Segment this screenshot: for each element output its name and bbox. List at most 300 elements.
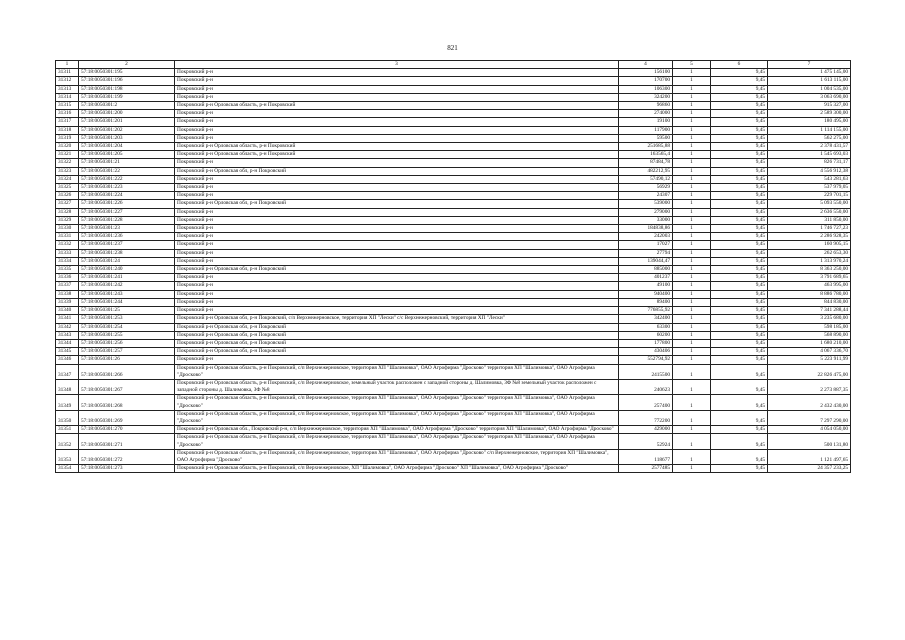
area-cell: 940400 [619, 290, 673, 298]
area-cell: 240623 [619, 379, 673, 394]
rate-cell: 9,45 [711, 85, 768, 93]
coefficient-cell: 1 [673, 323, 711, 331]
table-row [56, 118, 851, 126]
table-row [56, 134, 851, 142]
table-row [56, 426, 851, 434]
cadastral-number-cell: 57:18:0050301:23 [79, 225, 175, 233]
area-cell: 118677 [619, 449, 673, 464]
table-row [56, 348, 851, 356]
coefficient-cell: 1 [673, 167, 711, 175]
row-number-cell: 31350 [56, 410, 79, 425]
area-cell: 52924 [619, 434, 673, 449]
location-cell: Покровский р-н Орловская обл., Покровский р-н, с/п Верхнежерновское, территория ХП "Шалимовка", ОАО Агрофирма "Дросково" территория ХП "Шалимовка", ОАО Агрофирма "Дросково" [175, 426, 619, 434]
value-cell: 1 746 727,23 [768, 225, 851, 233]
table-row [56, 143, 851, 151]
row-number-cell: 31342 [56, 323, 79, 331]
table-row [56, 395, 851, 410]
rate-cell: 9,45 [711, 379, 768, 394]
coefficient-cell: 1 [673, 290, 711, 298]
rate-cell: 9,45 [711, 290, 768, 298]
table-row [56, 315, 851, 323]
rate-cell: 9,45 [711, 175, 768, 183]
cadastral-number-cell: 57:18:0050301:255 [79, 331, 175, 339]
rate-cell: 9,45 [711, 426, 768, 434]
row-number-cell: 31354 [56, 465, 79, 473]
value-cell: 826 731,17 [768, 159, 851, 167]
location-cell: Покровский р-н [175, 126, 619, 134]
coefficient-cell: 1 [673, 110, 711, 118]
location-cell: Покровский р-н Орловская обл, р-н Покровский [175, 266, 619, 274]
value-cell: 1 545 693,03 [768, 151, 851, 159]
coefficient-cell: 1 [673, 118, 711, 126]
cadastral-number-cell: 57:18:0050301:203 [79, 134, 175, 142]
rate-cell: 9,45 [711, 257, 768, 265]
rate-cell: 9,45 [711, 323, 768, 331]
row-number-cell: 31320 [56, 143, 79, 151]
rate-cell: 9,45 [711, 307, 768, 315]
row-number-cell: 31327 [56, 200, 79, 208]
value-cell: 7 297 290,00 [768, 410, 851, 425]
cadastral-number-cell: 57:18:0050301:242 [79, 282, 175, 290]
row-number-cell: 31335 [56, 266, 79, 274]
cadastral-number-cell: 57:18:0050301:272 [79, 449, 175, 464]
rate-cell: 9,45 [711, 93, 768, 101]
table-row [56, 307, 851, 315]
coefficient-cell: 1 [673, 298, 711, 306]
location-cell: Покровский р-н Орловская область, р-н Покровский, с/п Верхнежерновское, территория ХП "Шалимовка", ОАО Агрофирма "Дросково" с/п Верхнежерновское, территория ХП "Шалимовка", ОАО Агрофирма "Дросково" [175, 449, 619, 464]
value-cell: 160 905,15 [768, 241, 851, 249]
cadastral-number-cell: 57:18:0050301:257 [79, 348, 175, 356]
table-row [56, 266, 851, 274]
coefficient-cell: 1 [673, 282, 711, 290]
row-number-cell: 31318 [56, 126, 79, 134]
location-cell: Покровский р-н Орловская обл, р-н Покровский [175, 331, 619, 339]
cadastral-number-cell: 57:18:0050301:268 [79, 395, 175, 410]
value-cell: 3 791 689,65 [768, 274, 851, 282]
rate-cell: 9,45 [711, 134, 768, 142]
rate-cell: 9,45 [711, 241, 768, 249]
coefficient-cell: 1 [673, 266, 711, 274]
value-cell: 24 357 233,25 [768, 465, 851, 473]
cadastral-number-cell: 57:18:0050301:199 [79, 93, 175, 101]
table-row [56, 200, 851, 208]
row-number-cell: 31348 [56, 379, 79, 394]
area-cell: 139044,47 [619, 257, 673, 265]
coefficient-cell: 1 [673, 200, 711, 208]
area-cell: 552794,92 [619, 356, 673, 364]
area-cell: 401237 [619, 274, 673, 282]
value-cell: 2 636 550,00 [768, 208, 851, 216]
row-number-cell: 31321 [56, 151, 79, 159]
location-cell: Покровский р-н Орловская область, р-н Покровский, с/п Верхнежерновское, территория ХП "Шалимовка", ОАО Агрофирма "Дросково" территория ХП "Шалимовка", ОАО Агрофирма "Дросково" [175, 395, 619, 410]
area-cell: 57490,12 [619, 175, 673, 183]
table-row [56, 151, 851, 159]
coefficient-cell: 1 [673, 364, 711, 379]
area-cell: 324200 [619, 93, 673, 101]
location-cell: Покровский р-н Орловская область, р-н Покровский, с/п Верхнежерновское, ХП "Шалимовка", ОАО Агрофирма "Дросково" ХП "Шалимовка", ОАО Агрофирма "Дросково" [175, 465, 619, 473]
area-cell: 87484,78 [619, 159, 673, 167]
rate-cell: 9,45 [711, 110, 768, 118]
row-number-cell: 31316 [56, 110, 79, 118]
value-cell: 463 995,00 [768, 282, 851, 290]
row-number-cell: 31311 [56, 69, 79, 77]
table-row [56, 208, 851, 216]
coefficient-cell: 1 [673, 143, 711, 151]
cadastral-number-cell: 57:18:0050301:271 [79, 434, 175, 449]
rate-cell: 9,45 [711, 151, 768, 159]
area-cell: 482212,95 [619, 167, 673, 175]
rate-cell: 9,45 [711, 126, 768, 134]
row-number-cell: 31346 [56, 356, 79, 364]
rate-cell: 9,45 [711, 274, 768, 282]
table-row [56, 225, 851, 233]
value-cell: 4 067 336,70 [768, 348, 851, 356]
rate-cell: 9,45 [711, 315, 768, 323]
cadastral-number-cell: 57:18:0050301:26 [79, 356, 175, 364]
cadastral-number-cell: 57:18:0050301:196 [79, 77, 175, 85]
area-cell: 251685,88 [619, 143, 673, 151]
row-number-cell: 31322 [56, 159, 79, 167]
location-cell: Покровский р-н [175, 298, 619, 306]
coefficient-cell: 1 [673, 126, 711, 134]
value-cell: 537 979,05 [768, 184, 851, 192]
table-row [56, 167, 851, 175]
location-cell: Покровский р-н Орловская обл, р-н Покровский [175, 200, 619, 208]
header-cell: 3 [175, 61, 619, 69]
value-cell: 568 890,00 [768, 331, 851, 339]
location-cell: Покровский р-н [175, 134, 619, 142]
cadastral-number-cell: 57:18:0050301:267 [79, 379, 175, 394]
coefficient-cell: 1 [673, 93, 711, 101]
table-row [56, 69, 851, 77]
cadastral-number-cell: 57:18:0050301:256 [79, 339, 175, 347]
page-number: 821 [447, 44, 458, 52]
rate-cell: 9,45 [711, 356, 768, 364]
rate-cell: 9,45 [711, 282, 768, 290]
row-number-cell: 31340 [56, 307, 79, 315]
cadastral-number-cell: 57:18:0050301:237 [79, 241, 175, 249]
value-cell: 1 313 970,24 [768, 257, 851, 265]
rate-cell: 9,45 [711, 410, 768, 425]
table-row [56, 282, 851, 290]
table-row [56, 77, 851, 85]
location-cell: Покровский р-н [175, 216, 619, 224]
table-row [56, 93, 851, 101]
cadastral-number-cell: 57:18:0050301:198 [79, 85, 175, 93]
value-cell: 844 830,00 [768, 298, 851, 306]
table-row [56, 126, 851, 134]
location-cell: Покровский р-н Орловская обл, р-н Покровский [175, 323, 619, 331]
cadastral-number-cell: 57:18:0050301:204 [79, 143, 175, 151]
area-cell: 106300 [619, 85, 673, 93]
coefficient-cell: 1 [673, 331, 711, 339]
table-row [56, 449, 851, 464]
coefficient-cell: 1 [673, 465, 711, 473]
cadastral-number-cell: 57:18:0050301:269 [79, 410, 175, 425]
rate-cell: 9,45 [711, 77, 768, 85]
row-number-cell: 31339 [56, 298, 79, 306]
area-cell: 33000 [619, 216, 673, 224]
rate-cell: 9,45 [711, 449, 768, 464]
row-number-cell: 31325 [56, 184, 79, 192]
area-cell: 184838,86 [619, 225, 673, 233]
coefficient-cell: 1 [673, 410, 711, 425]
location-cell: Покровский р-н Орловская область, р-н Покровский [175, 143, 619, 151]
value-cell: 2 432 430,00 [768, 395, 851, 410]
value-cell: 562 275,00 [768, 134, 851, 142]
location-cell: Покровский р-н Орловская область, р-н Покровский, с/п Верхнежерновское, территория ХП "Шалимовка", ОАО Агрофирма "Дросково" территория ХП "Шалимовка", ОАО Агрофирма "Дросково" [175, 410, 619, 425]
cadastral-number-cell: 57:18:0050301:24 [79, 257, 175, 265]
area-cell: 49100 [619, 282, 673, 290]
value-cell: 7 341 288,44 [768, 307, 851, 315]
table-row [56, 241, 851, 249]
rate-cell: 9,45 [711, 395, 768, 410]
rate-cell: 9,45 [711, 167, 768, 175]
table-row [56, 379, 851, 394]
row-number-cell: 31317 [56, 118, 79, 126]
value-cell: 8 363 250,00 [768, 266, 851, 274]
header-cell: 2 [79, 61, 175, 69]
location-cell: Покровский р-н [175, 192, 619, 200]
table-header-row [56, 61, 851, 69]
cadastral-number-cell: 57:18:0050301:200 [79, 110, 175, 118]
value-cell: 1 613 115,00 [768, 77, 851, 85]
cadastral-number-cell: 57:18:0050301:205 [79, 151, 175, 159]
location-cell: Покровский р-н [175, 175, 619, 183]
value-cell: 3 063 690,00 [768, 93, 851, 101]
table-row [56, 410, 851, 425]
cadastral-number-cell: 57:18:0050301:25 [79, 307, 175, 315]
location-cell: Покровский р-н [175, 307, 619, 315]
cadastral-number-cell: 57:18:0050301:270 [79, 426, 175, 434]
area-cell: 2415500 [619, 364, 673, 379]
row-number-cell: 31347 [56, 364, 79, 379]
cadastral-number-cell: 57:18:0050301:241 [79, 274, 175, 282]
row-number-cell: 31349 [56, 395, 79, 410]
rate-cell: 9,45 [711, 233, 768, 241]
location-cell: Покровский р-н Орловская обл, р-н Покровский [175, 348, 619, 356]
row-number-cell: 31319 [56, 134, 79, 142]
coefficient-cell: 1 [673, 85, 711, 93]
value-cell: 22 826 475,00 [768, 364, 851, 379]
row-number-cell: 31345 [56, 348, 79, 356]
value-cell: 262 653,30 [768, 249, 851, 257]
table-row [56, 233, 851, 241]
coefficient-cell: 1 [673, 257, 711, 265]
area-cell: 257400 [619, 395, 673, 410]
cadastral-number-cell: 57:18:0050301:202 [79, 126, 175, 134]
cadastral-number-cell: 57:18:0050301:243 [79, 290, 175, 298]
area-cell: 539000 [619, 200, 673, 208]
table-row [56, 249, 851, 257]
value-cell: 229 701,15 [768, 192, 851, 200]
coefficient-cell: 1 [673, 225, 711, 233]
location-cell: Покровский р-н [175, 257, 619, 265]
cadastral-number-cell: 57:18:0050301:22 [79, 167, 175, 175]
cadastral-number-cell: 57:18:0050301:2 [79, 102, 175, 110]
row-number-cell: 31341 [56, 315, 79, 323]
location-cell: Покровский р-н [175, 184, 619, 192]
table-row [56, 434, 851, 449]
location-cell: Покровский р-н [175, 208, 619, 216]
cadastral-number-cell: 57:18:0050301:228 [79, 216, 175, 224]
coefficient-cell: 1 [673, 307, 711, 315]
rate-cell: 9,45 [711, 143, 768, 151]
coefficient-cell: 1 [673, 192, 711, 200]
coefficient-cell: 1 [673, 339, 711, 347]
rate-cell: 9,45 [711, 102, 768, 110]
area-cell: 430406 [619, 348, 673, 356]
location-cell: Покровский р-н [175, 249, 619, 257]
area-cell: 772200 [619, 410, 673, 425]
header-cell: 5 [673, 61, 711, 69]
coefficient-cell: 1 [673, 356, 711, 364]
coefficient-cell: 1 [673, 77, 711, 85]
coefficient-cell: 1 [673, 175, 711, 183]
cadastral-number-cell: 57:18:0050301:244 [79, 298, 175, 306]
coefficient-cell: 1 [673, 159, 711, 167]
table-row [56, 339, 851, 347]
rate-cell: 9,45 [711, 200, 768, 208]
area-cell: 89400 [619, 298, 673, 306]
row-number-cell: 31351 [56, 426, 79, 434]
location-cell: Покровский р-н [175, 282, 619, 290]
area-cell: 163565,4 [619, 151, 673, 159]
row-number-cell: 31343 [56, 331, 79, 339]
value-cell: 1 475 145,00 [768, 69, 851, 77]
value-cell: 915 327,00 [768, 102, 851, 110]
rate-cell: 9,45 [711, 118, 768, 126]
table-row [56, 323, 851, 331]
location-cell: Покровский р-н Орловская область, р-н Покровский, с/п Верхнежерновское, территория ХП "Шалимовка", ОАО Агрофирма "Дросково" территория ХП "Шалимовка", ОАО Агрофирма "Дросково" [175, 434, 619, 449]
value-cell: 2 273 887,35 [768, 379, 851, 394]
header-cell: 7 [768, 61, 851, 69]
row-number-cell: 31323 [56, 167, 79, 175]
location-cell: Покровский р-н [175, 118, 619, 126]
row-number-cell: 31336 [56, 274, 79, 282]
cadastral-number-cell: 57:18:0050301:195 [79, 69, 175, 77]
value-cell: 1 121 497,65 [768, 449, 851, 464]
area-cell: 117900 [619, 126, 673, 134]
rate-cell: 9,45 [711, 298, 768, 306]
area-cell: 429000 [619, 426, 673, 434]
header-cell: 4 [619, 61, 673, 69]
value-cell: 1 114 155,00 [768, 126, 851, 134]
rate-cell: 9,45 [711, 364, 768, 379]
row-number-cell: 31332 [56, 241, 79, 249]
coefficient-cell: 1 [673, 241, 711, 249]
cadastral-number-cell: 57:18:0050301:240 [79, 266, 175, 274]
row-number-cell: 31352 [56, 434, 79, 449]
cadastral-number-cell: 57:18:0050301:226 [79, 200, 175, 208]
rate-cell: 9,45 [711, 184, 768, 192]
row-number-cell: 31328 [56, 208, 79, 216]
row-number-cell: 31315 [56, 102, 79, 110]
table-row [56, 192, 851, 200]
value-cell: 8 886 780,00 [768, 290, 851, 298]
value-cell: 1 680 210,00 [768, 339, 851, 347]
location-cell: Покровский р-н [175, 93, 619, 101]
row-number-cell: 31331 [56, 233, 79, 241]
cadastral-number-cell: 57:18:0050301:266 [79, 364, 175, 379]
coefficient-cell: 1 [673, 134, 711, 142]
table-row [56, 356, 851, 364]
value-cell: 543 281,63 [768, 175, 851, 183]
location-cell: Покровский р-н [175, 77, 619, 85]
row-number-cell: 31333 [56, 249, 79, 257]
table-row [56, 85, 851, 93]
coefficient-cell: 1 [673, 151, 711, 159]
location-cell: Покровский р-н Орловская область, р-н Покровский, с/п Верхнежерновское, территория ХП "Шалимовка", ОАО Агрофирма "Дросково" территория ХП "Шалимовка", ОАО Агрофирма "Дросково" [175, 364, 619, 379]
table-row [56, 364, 851, 379]
cadastral-number-cell: 57:18:0050301:238 [79, 249, 175, 257]
area-cell: 59500 [619, 134, 673, 142]
coefficient-cell: 1 [673, 233, 711, 241]
coefficient-cell: 1 [673, 69, 711, 77]
coefficient-cell: 1 [673, 274, 711, 282]
location-cell: Покровский р-н Орловская обл, р-н Покровский [175, 167, 619, 175]
rate-cell: 9,45 [711, 434, 768, 449]
row-number-cell: 31324 [56, 175, 79, 183]
location-cell: Покровский р-н Орловская область, р-н Покровский [175, 102, 619, 110]
value-cell: 311 850,00 [768, 216, 851, 224]
row-number-cell: 31344 [56, 339, 79, 347]
location-cell: Покровский р-н Орловская обл, р-н Покровский [175, 339, 619, 347]
area-cell: 56929 [619, 184, 673, 192]
rate-cell: 9,45 [711, 225, 768, 233]
location-cell: Покровский р-н [175, 225, 619, 233]
area-cell: 177800 [619, 339, 673, 347]
location-cell: Покровский р-н [175, 69, 619, 77]
rate-cell: 9,45 [711, 192, 768, 200]
value-cell: 4 556 912,38 [768, 167, 851, 175]
rate-cell: 9,45 [711, 465, 768, 473]
table-row [56, 274, 851, 282]
coefficient-cell: 1 [673, 102, 711, 110]
rate-cell: 9,45 [711, 348, 768, 356]
value-cell: 2 286 928,35 [768, 233, 851, 241]
value-cell: 5 093 550,00 [768, 200, 851, 208]
row-number-cell: 31337 [56, 282, 79, 290]
area-cell: 156100 [619, 69, 673, 77]
location-cell: Покровский р-н [175, 241, 619, 249]
area-cell: 274000 [619, 110, 673, 118]
rate-cell: 9,45 [711, 159, 768, 167]
cadastral-number-cell: 57:18:0050301:227 [79, 208, 175, 216]
cadastral-number-cell: 57:18:0050301:236 [79, 233, 175, 241]
rate-cell: 9,45 [711, 208, 768, 216]
row-number-cell: 31338 [56, 290, 79, 298]
header-cell: 6 [711, 61, 768, 69]
cadastral-number-cell: 57:18:0050301:222 [79, 175, 175, 183]
value-cell: 598 185,00 [768, 323, 851, 331]
cadastral-number-cell: 57:18:0050301:201 [79, 118, 175, 126]
cadastral-number-cell: 57:18:0050301:223 [79, 184, 175, 192]
row-number-cell: 31314 [56, 93, 79, 101]
coefficient-cell: 1 [673, 434, 711, 449]
row-number-cell: 31329 [56, 216, 79, 224]
coefficient-cell: 1 [673, 449, 711, 464]
table-row [56, 290, 851, 298]
rate-cell: 9,45 [711, 69, 768, 77]
location-cell: Покровский р-н [175, 356, 619, 364]
rate-cell: 9,45 [711, 339, 768, 347]
table-row [56, 159, 851, 167]
area-cell: 2577485 [619, 465, 673, 473]
area-cell: 885000 [619, 266, 673, 274]
cadastral-number-cell: 57:18:0050301:224 [79, 192, 175, 200]
area-cell: 776855,92 [619, 307, 673, 315]
